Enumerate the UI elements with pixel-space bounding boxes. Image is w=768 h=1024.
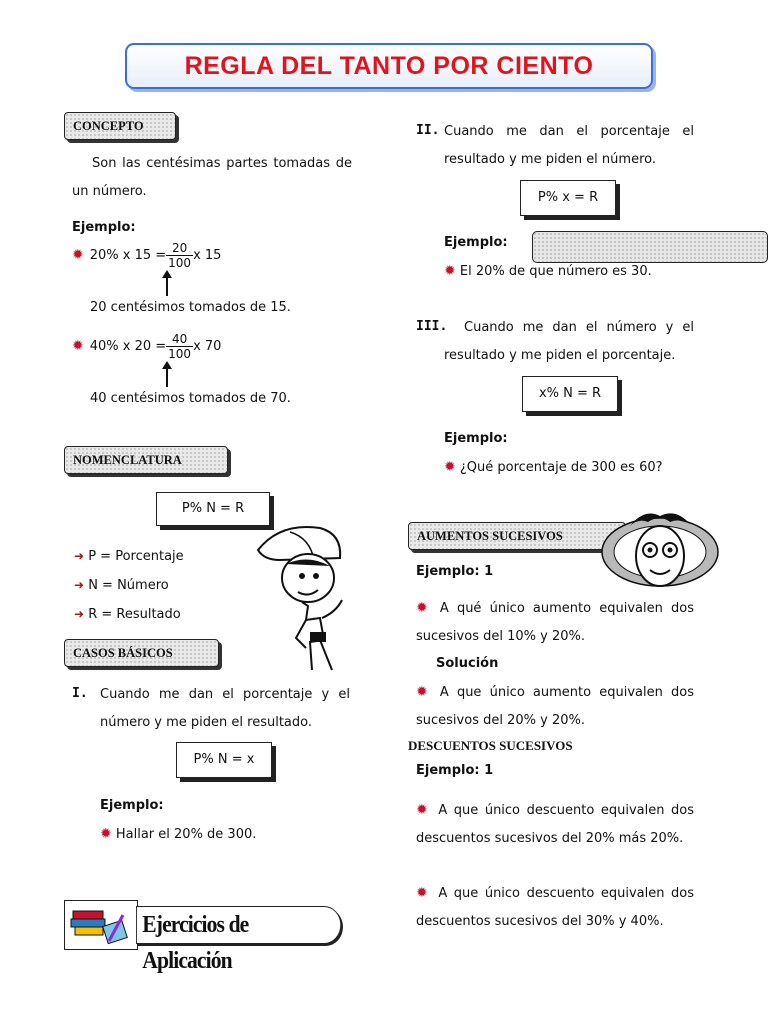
example-2-post: x 70 xyxy=(193,338,222,354)
nomenclatura-list xyxy=(74,542,184,629)
star-bullet-icon: ✹ xyxy=(444,459,456,475)
ejercicios-banner: Ejercicios de Aplicación xyxy=(136,906,341,944)
case-3-example-text: ¿Qué porcentaje de 300 es 60? xyxy=(459,460,663,475)
up-arrow-icon xyxy=(166,276,168,296)
example-1-post: x 15 xyxy=(193,247,222,263)
aumentos-heading: AUMENTOS SUCESIVOS xyxy=(408,522,626,550)
aumentos-item-1 xyxy=(416,594,694,651)
casos-basicos-heading: CASOS BÁSICOS xyxy=(64,639,219,667)
case-2-example-text: El 20% de que número es 30. xyxy=(459,264,652,279)
star-bullet-icon: ✹ xyxy=(72,338,84,354)
aumentos-item-1-text: A qué único aumento equivalen dos sucesivos del 10% y 20%. xyxy=(416,601,694,644)
fraction-denominator: 100 xyxy=(168,346,192,361)
nomenclatura-heading: NOMENCLATURA xyxy=(64,446,228,474)
fraction-denominator: 100 xyxy=(168,255,192,270)
case-3-formula: x% N = R xyxy=(522,376,618,412)
descuentos-ejemplo-label: Ejemplo: 1 xyxy=(416,763,494,778)
example-1-note: 20 centésimos tomados de 15. xyxy=(90,300,291,315)
case-1-number: I. xyxy=(72,686,88,701)
concepto-heading: CONCEPTO xyxy=(64,112,176,140)
case-2-number: II. xyxy=(416,123,440,138)
list-item-text: R = Resultado xyxy=(88,607,181,622)
decorative-speckled-bar xyxy=(532,231,768,263)
case-3-example xyxy=(444,459,663,475)
case-2-text: Cuando me dan el porcentaje el resultado y me piden el número. xyxy=(444,124,694,167)
case-1-formula: P% N = x xyxy=(176,742,272,778)
descuentos-item-2-text: A que único descuento equivalen dos descuentos sucesivos del 30% y 40%. xyxy=(416,886,694,929)
example-1-pre: 20% x 15 = xyxy=(89,247,167,263)
case-1-example-text: Hallar el 20% de 300. xyxy=(115,827,257,842)
fraction-numerator: 40 xyxy=(166,332,193,347)
arrow-bullet-icon: ➜ xyxy=(74,578,85,592)
star-bullet-icon: ✹ xyxy=(444,263,456,279)
nomenclatura-formula: P% N = R xyxy=(156,492,270,526)
list-item-text: P = Porcentaje xyxy=(88,549,184,564)
up-arrow-icon xyxy=(166,367,168,387)
aumentos-ejemplo-label: Ejemplo: 1 xyxy=(416,564,494,579)
fraction-numerator: 20 xyxy=(166,241,193,256)
star-bullet-icon: ✹ xyxy=(416,885,428,901)
example-2-pre: 40% x 20 = xyxy=(89,338,167,354)
case-2-formula: P% x = R xyxy=(520,180,616,216)
star-bullet-icon: ✹ xyxy=(416,802,428,818)
cartoon-boy-illustration xyxy=(250,520,350,672)
case-3-ejemplo-label: Ejemplo: xyxy=(444,431,508,446)
star-bullet-icon: ✹ xyxy=(416,684,428,700)
descuentos-item-1-text: A que único descuento equivalen dos descuentos sucesivos del 20% más 20%. xyxy=(416,803,694,846)
example-2-equation xyxy=(72,329,221,363)
list-item-text: N = Número xyxy=(88,578,169,593)
case-3-number: III. xyxy=(416,319,448,334)
star-bullet-icon: ✹ xyxy=(416,600,428,616)
star-bullet-icon: ✹ xyxy=(72,247,84,263)
case-2-ejemplo-label: Ejemplo: xyxy=(444,235,508,250)
arrow-bullet-icon: ➜ xyxy=(74,549,85,563)
concepto-ejemplo-label: Ejemplo: xyxy=(72,220,136,235)
star-bullet-icon: ✹ xyxy=(100,826,112,842)
case-3-text: Cuando me dan el número y el resultado y me piden el porcentaje. xyxy=(444,320,694,363)
example-1-equation xyxy=(72,238,221,272)
list-item xyxy=(74,542,184,571)
books-icon xyxy=(64,900,138,950)
example-2-fraction xyxy=(166,332,193,361)
example-1-fraction xyxy=(166,241,193,270)
descuentos-item-1 xyxy=(416,796,694,853)
case-1-text: Cuando me dan el porcentaje y el número y me piden el resultado. xyxy=(100,687,350,730)
arrow-bullet-icon: ➜ xyxy=(74,607,85,621)
concepto-text: Son las centésimas partes tomadas de un número. xyxy=(72,156,352,199)
list-item xyxy=(74,571,184,600)
solucion-label: Solución xyxy=(436,656,499,671)
cartoon-face-illustration xyxy=(600,506,720,594)
example-2-note: 40 centésimos tomados de 70. xyxy=(90,391,291,406)
case-1-ejemplo-label: Ejemplo: xyxy=(100,798,164,813)
list-item xyxy=(74,600,184,629)
page-title: REGLA DEL TANTO POR CIENTO xyxy=(125,43,653,89)
case-2-example xyxy=(444,263,652,279)
descuentos-item-2 xyxy=(416,879,694,936)
aumentos-item-2-text: A que único aumento equivalen dos sucesivos del 20% y 20%. xyxy=(416,685,694,728)
aumentos-item-2 xyxy=(416,678,694,735)
case-1-example xyxy=(100,826,256,842)
descuentos-heading: DESCUENTOS SUCESIVOS xyxy=(408,738,573,753)
